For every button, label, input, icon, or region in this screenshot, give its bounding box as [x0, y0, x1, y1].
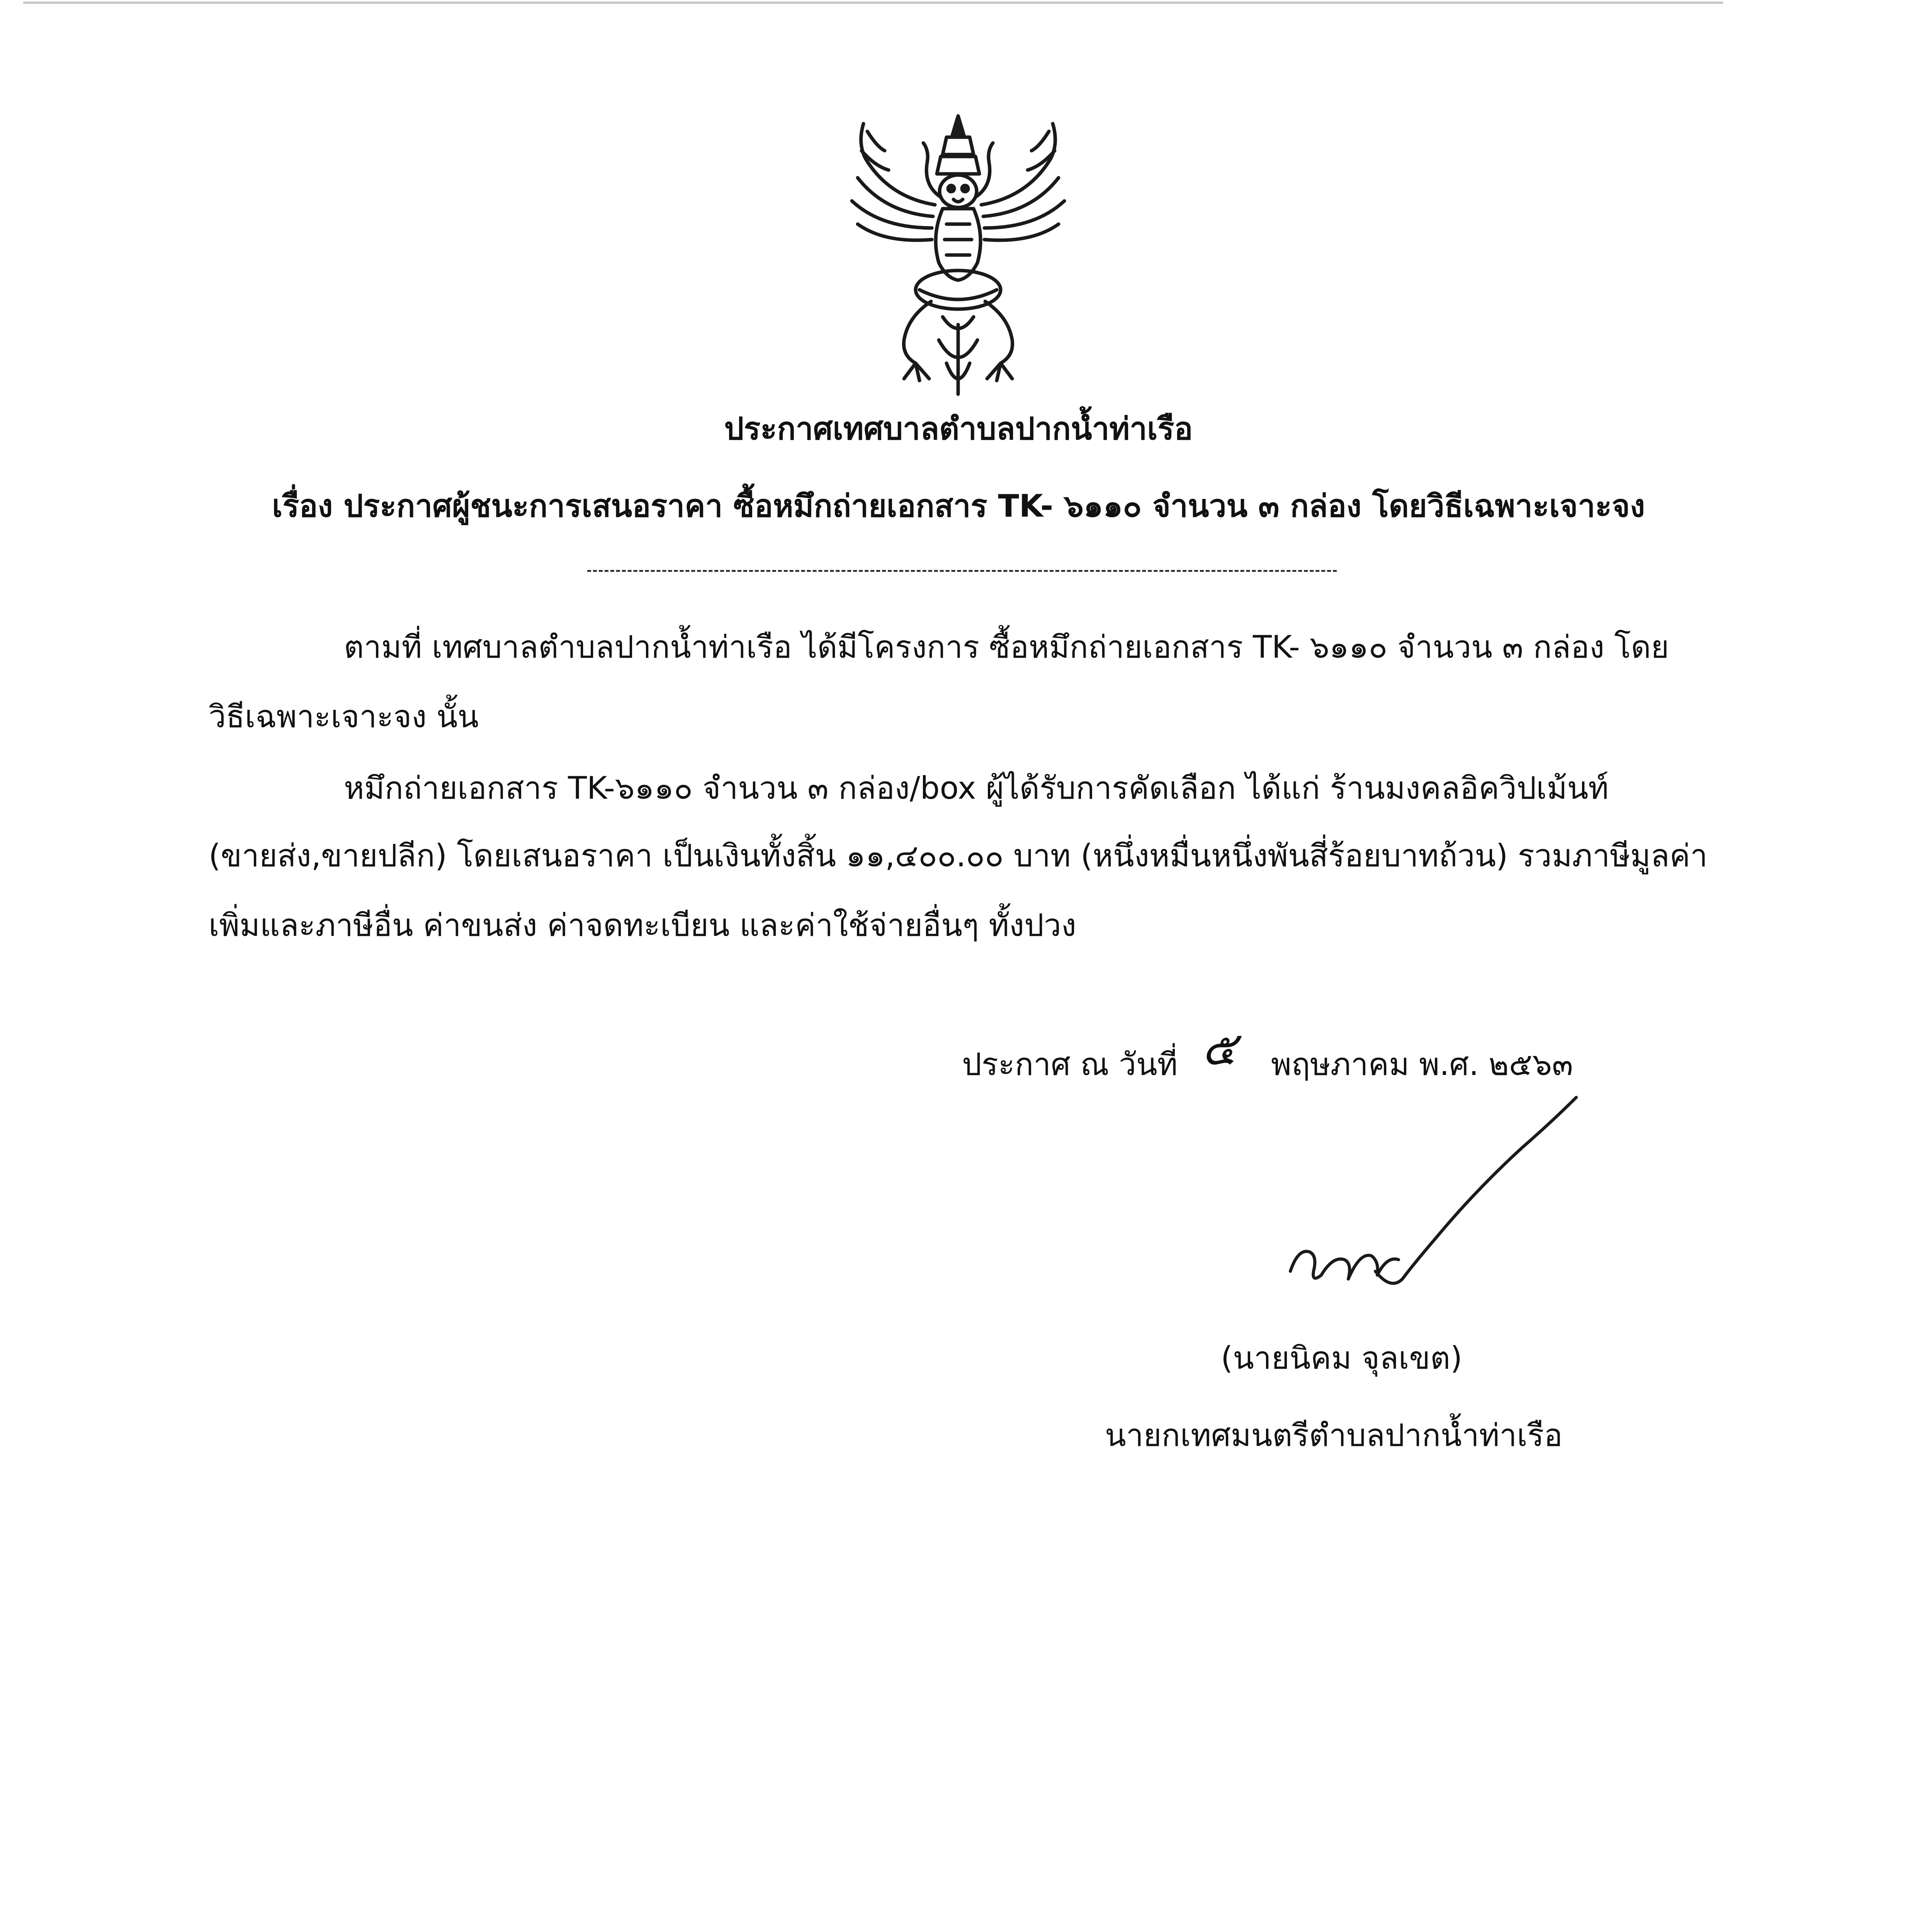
announcement-heading: ประกาศเทศบาลตำบลปากน้ำท่าเรือ — [724, 411, 1193, 447]
paragraph-2-line-2: (ขายส่ง,ขายปลีก) โดยเสนอราคา เป็นเงินทั้งสิ้น ๑๑,๔๐๐.๐๐ บาท (หนึ่งหมื่นหนึ่งพันสี่ร้อยบาทถ้วน) รวมภาษีมูลค่า — [209, 838, 1708, 874]
signature-icon — [1275, 1090, 1615, 1329]
paragraph-1-line-2: วิธีเฉพาะเจาะจง นั้น — [209, 699, 479, 735]
date-day-handwritten: ๕ — [1202, 1022, 1237, 1076]
paragraph-1-line-1: ตามที่ เทศบาลตำบลปากน้ำท่าเรือ ได้มีโครงการ ซื้อหมึกถ่ายเอกสาร TK- ๖๑๑๐ จำนวน ๓ กล่อง โดย — [344, 629, 1669, 665]
signatory-title: นายกเทศมนตรีตำบลปากน้ำท่าเรือ — [1105, 1417, 1563, 1453]
paragraph-2-line-1: หมึกถ่ายเอกสาร TK-๖๑๑๐ จำนวน ๓ กล่อง/box ผู้ได้รับการคัดเลือก ได้แก่ ร้านมงคลอิควิปเม้นท์ — [344, 770, 1609, 806]
scan-edge-line — [23, 2, 1723, 4]
paragraph-2-line-3: เพิ่มและภาษีอื่น ค่าขนส่ง ค่าจดทะเบียน และค่าใช้จ่ายอื่นๆ ทั้งปวง — [209, 907, 1076, 943]
date-label: ประกาศ ณ วันที่ — [962, 1046, 1178, 1082]
dashed-divider — [587, 570, 1337, 572]
date-month-year: พฤษภาคม พ.ศ. ๒๕๖๓ — [1271, 1046, 1573, 1082]
signatory-name: (นายนิคม จุลเขต) — [1221, 1340, 1463, 1376]
garuda-emblem-icon — [831, 108, 1086, 402]
announcement-subject: เรื่อง ประกาศผู้ชนะการเสนอราคา ซื้อหมึกถ่ายเอกสาร TK- ๖๑๑๐ จำนวน ๓ กล่อง โดยวิธีเฉพาะเจาะจง — [272, 488, 1645, 524]
